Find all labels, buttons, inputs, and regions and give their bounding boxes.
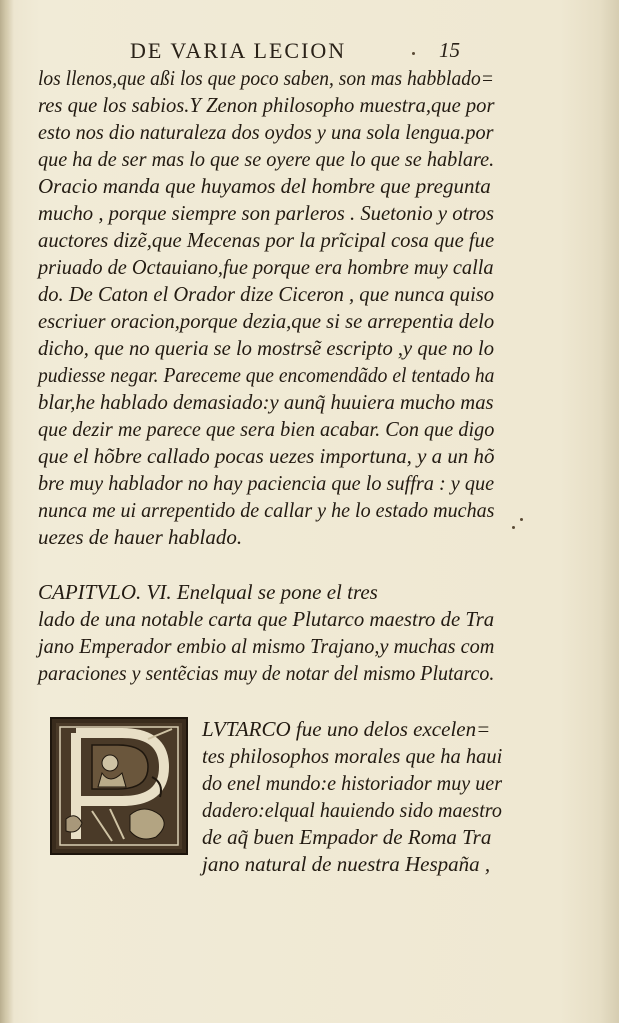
- text-line: que dezir me parece que sera bien acabar. Con que digo: [38, 417, 495, 441]
- chapter-heading-line: lado de una notable carta que Plutarco maestro de Tra: [38, 607, 495, 631]
- text-line: nunca me ui arrepentido de callar y he lo estado muchas: [38, 498, 495, 522]
- text-line: de aq̃ buen Empador de Roma Tra: [202, 825, 492, 849]
- chapter-heading-line: CAPITVLO. VI. Enelqual se pone el tres: [38, 580, 378, 604]
- chapter-heading-line: paraciones y sentẽcias muy de notar del mismo Plutarco.: [38, 661, 495, 685]
- ink-speck: [520, 518, 523, 521]
- text-line: res que los sabios.Y Zenon philosopho muestra,que por: [38, 93, 495, 117]
- text-line: dadero:elqual hauiendo sido maestro: [202, 798, 502, 822]
- text-line: escriuer oracion,porque dezia,que si se arrepentia delo: [38, 309, 495, 333]
- text-line: do. De Caton el Orador dize Ciceron , que nunca quiso: [38, 282, 495, 306]
- chapter-heading-line: jano Emperador embio al mismo Trajano,y muchas com: [38, 634, 495, 658]
- text-line: esto nos dio naturaleza dos oydos y una sola lengua.por: [38, 120, 494, 144]
- text-line: pudiesse negar. Pareceme que encomendãdo el tentado ha: [38, 363, 495, 387]
- text-line: bre muy hablador no hay paciencia que lo suffra : y que: [38, 471, 495, 495]
- text-line: priuado de Octauiano,fue porque era hombre muy calla: [38, 255, 494, 279]
- text-line: tes philosophos morales que ha haui: [202, 744, 503, 768]
- text-line: blar,he hablado demasiado:y aunq̃ huuiera mucho mas: [38, 390, 494, 414]
- binding-gutter: [0, 0, 14, 1023]
- text-line: do enel mundo:e historiador muy uer: [202, 771, 503, 795]
- woodcut-initial-icon: [52, 719, 186, 853]
- text-line: uezes de hauer hablado.: [38, 525, 243, 549]
- text-line: Oracio manda que huyamos del hombre que pregunta: [38, 174, 491, 198]
- ink-speck: [412, 52, 415, 55]
- text-line: jano natural de nuestra Hespaña ,: [202, 852, 491, 876]
- text-line: los llenos,que aßi los que poco saben, son mas habblado=: [38, 66, 494, 90]
- text-line: que el hõbre callado pocas uezes importuna, y a un hõ: [38, 444, 495, 468]
- text-line: que ha de ser mas lo que se oyere que lo que se hablare.: [38, 147, 495, 171]
- text-line: dicho, que no queria se lo mostrsẽ escripto ,y que no lo: [38, 336, 495, 360]
- show-through-text: [290, 540, 530, 580]
- page-number: 15: [439, 38, 460, 62]
- text-line: LVTARCO fue uno delos excelen=: [202, 717, 491, 741]
- text-line: mucho , porque siempre son parleros . Suetonio y otros: [38, 201, 494, 225]
- ink-speck: [512, 526, 515, 529]
- running-head: [130, 38, 460, 64]
- running-title: DE VARIA LECION: [130, 38, 347, 63]
- decorated-initial-p: [50, 717, 188, 855]
- text-line: auctores dizẽ,que Mecenas por la prĩcipal cosa que fue: [38, 228, 495, 252]
